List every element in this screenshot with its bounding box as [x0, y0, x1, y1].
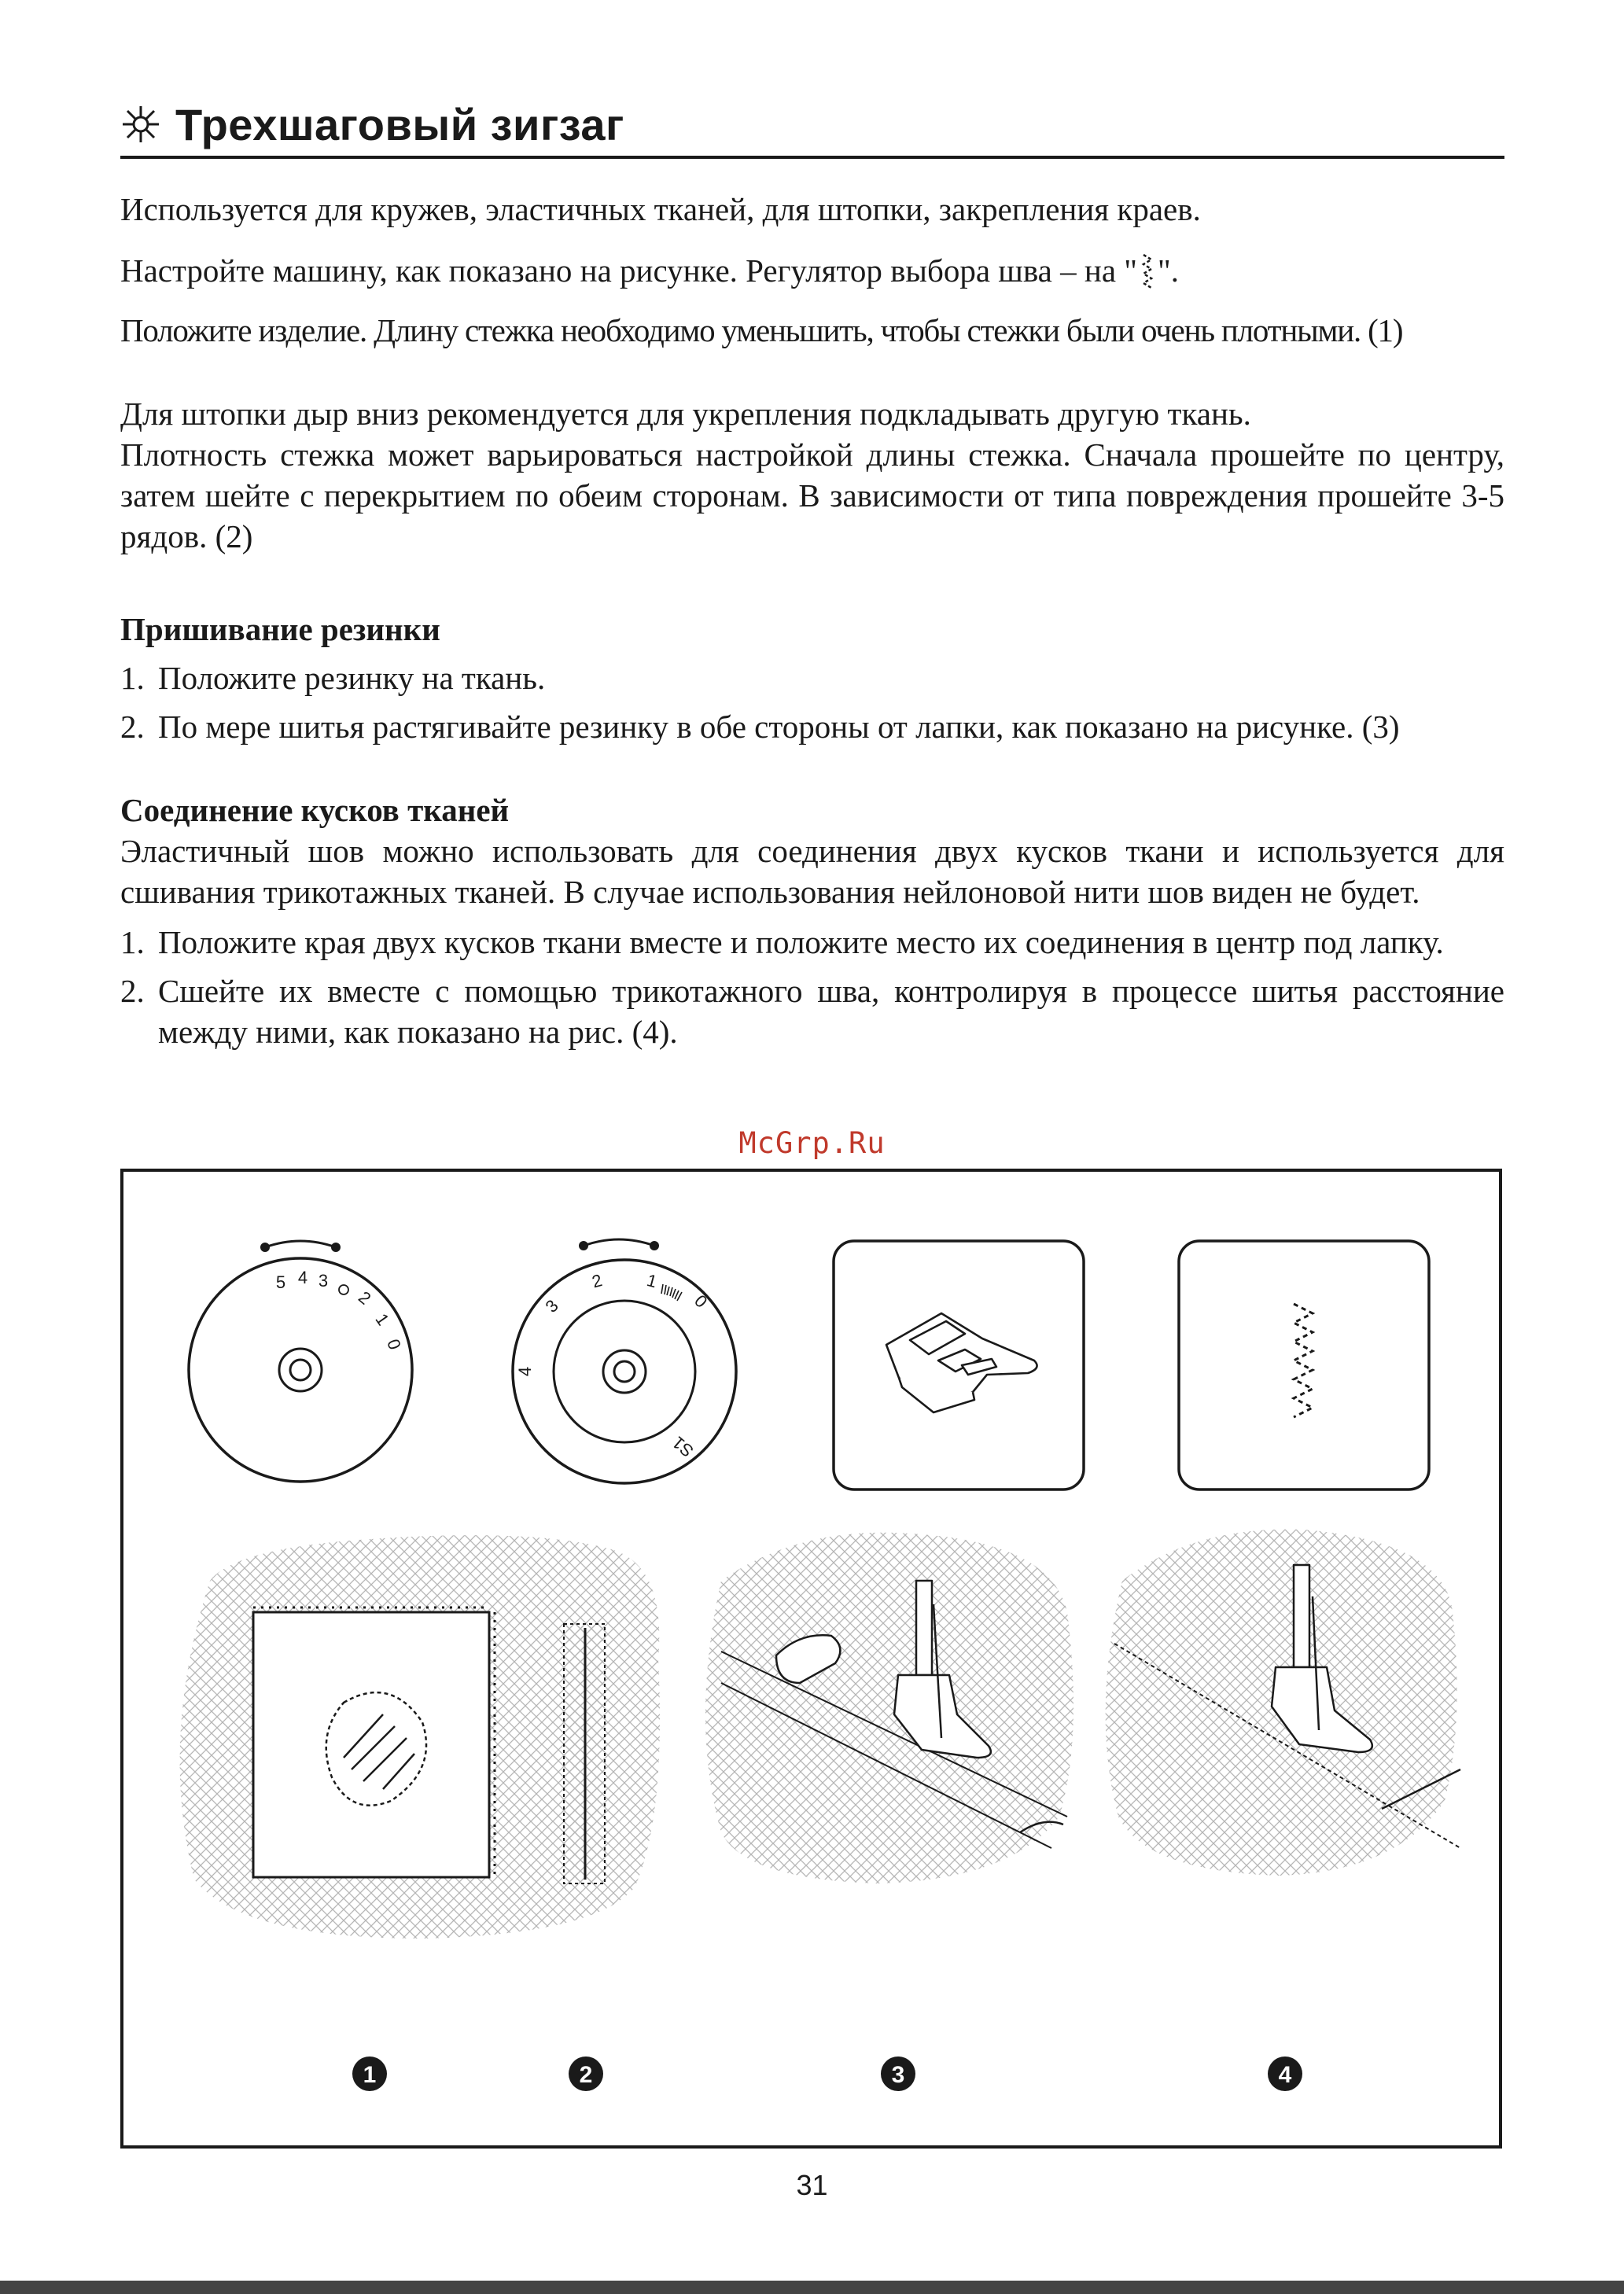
- elastic-heading: Пришивание резинки: [120, 611, 440, 647]
- presser-foot-panel: [834, 1241, 1084, 1489]
- dial1-label: 5: [275, 1272, 286, 1292]
- dial2-label: 2: [589, 1270, 605, 1292]
- dial2-label: 1: [644, 1270, 660, 1292]
- elastic-step-2: [120, 706, 1504, 747]
- joining-heading: Соединение кусков тканей: [120, 792, 510, 828]
- elastic-step-1: [120, 657, 1504, 698]
- dial1-label: 1: [371, 1309, 393, 1329]
- step-label: 1: [363, 2062, 377, 2088]
- dial2-label: 3: [541, 1295, 562, 1316]
- joining-fabric-illustration: [1106, 1530, 1460, 1876]
- presser-foot-icon: [886, 1313, 1037, 1412]
- stitch-pattern-panel: [1179, 1241, 1429, 1489]
- stitch-length-dial: [189, 1241, 412, 1482]
- step-number: 2.: [120, 973, 145, 1009]
- joining-para: Эластичный шов можно использовать для соединения двух кусков ткани и используется для сшивания трикотажных тканей. В случае использования нейлоновой нити шов виден не будет.: [120, 833, 1504, 910]
- step-text: Сшейте их вместе с помощью трикотажного шва, контролируя в процессе шитья расстояние между ними, как показано на рис. (4).: [158, 973, 1504, 1050]
- dial2-label: 0: [690, 1291, 712, 1312]
- section-title: [120, 93, 1504, 159]
- watermark-link[interactable]: McGrp.Ru: [738, 1126, 886, 1160]
- stitch-selector-dial: [513, 1239, 736, 1483]
- joining-step-1: [120, 922, 1504, 963]
- intro-line-1: Используется для кружев, эластичных тканей, для штопки, закрепления краев.: [120, 191, 1201, 227]
- step-labels: [352, 2056, 1302, 2091]
- darning-illustration: [180, 1535, 660, 1939]
- intro-line-2-end: ".: [1158, 252, 1180, 289]
- dial1-label: 2: [355, 1287, 375, 1309]
- triple-zigzag-pattern-icon: [1294, 1304, 1313, 1417]
- step-text: Положите края двух кусков ткани вместе и положите место их соединения в центр под лапку.: [158, 924, 1444, 960]
- figure-box: [120, 1169, 1502, 2149]
- triple-zigzag-stitch-icon: [1137, 252, 1158, 293]
- step-label: 2: [579, 2062, 593, 2088]
- intro-line-2: [120, 250, 1504, 293]
- dial2-label: 4: [515, 1366, 535, 1377]
- joining-step-2: [120, 970, 1504, 1052]
- step-number: 1.: [120, 660, 145, 696]
- step-label: 3: [891, 2062, 905, 2088]
- dial1-label: 3: [318, 1271, 329, 1291]
- darning-para-2: Плотность стежка может варьироваться настройкой длины стежка. Сначала прошейте по центру, затем шейте с перекрытием по обеим сторонам. В зависимости от типа повреждения прошейте 3-5 рядов. (2): [120, 436, 1504, 554]
- page-number: 31: [796, 2169, 828, 2201]
- step-text: По мере шитья растягивайте резинку в обе стороны от лапки, как показано на рисунке. (3): [158, 709, 1400, 745]
- footer-bar: [0, 2281, 1624, 2294]
- dial1-label: 4: [297, 1268, 308, 1287]
- intro-line-2-text: Настройте машину, как показано на рисунке. Регулятор выбора шва – на ": [120, 252, 1138, 289]
- sparkle-icon: [120, 104, 161, 145]
- step-label: 4: [1278, 2062, 1292, 2088]
- step-number: 2.: [120, 709, 145, 745]
- darning-para-1: Для штопки дыр вниз рекомендуется для укрепления подкладывать другую ткань.: [120, 396, 1251, 432]
- dial2-label: S1: [668, 1432, 698, 1461]
- step-number: 1.: [120, 924, 145, 960]
- elastic-sewing-illustration: [705, 1533, 1073, 1883]
- intro-line-3: Положите изделие. Длину стежка необходимо уменьшить, чтобы стежки были очень плотными. (1): [120, 312, 1403, 348]
- title-text: Трехшаговый зигзаг: [175, 99, 624, 149]
- illustration: [123, 1172, 1499, 2145]
- dial1-label: 0: [383, 1336, 405, 1353]
- step-text: Положите резинку на ткань.: [158, 660, 546, 696]
